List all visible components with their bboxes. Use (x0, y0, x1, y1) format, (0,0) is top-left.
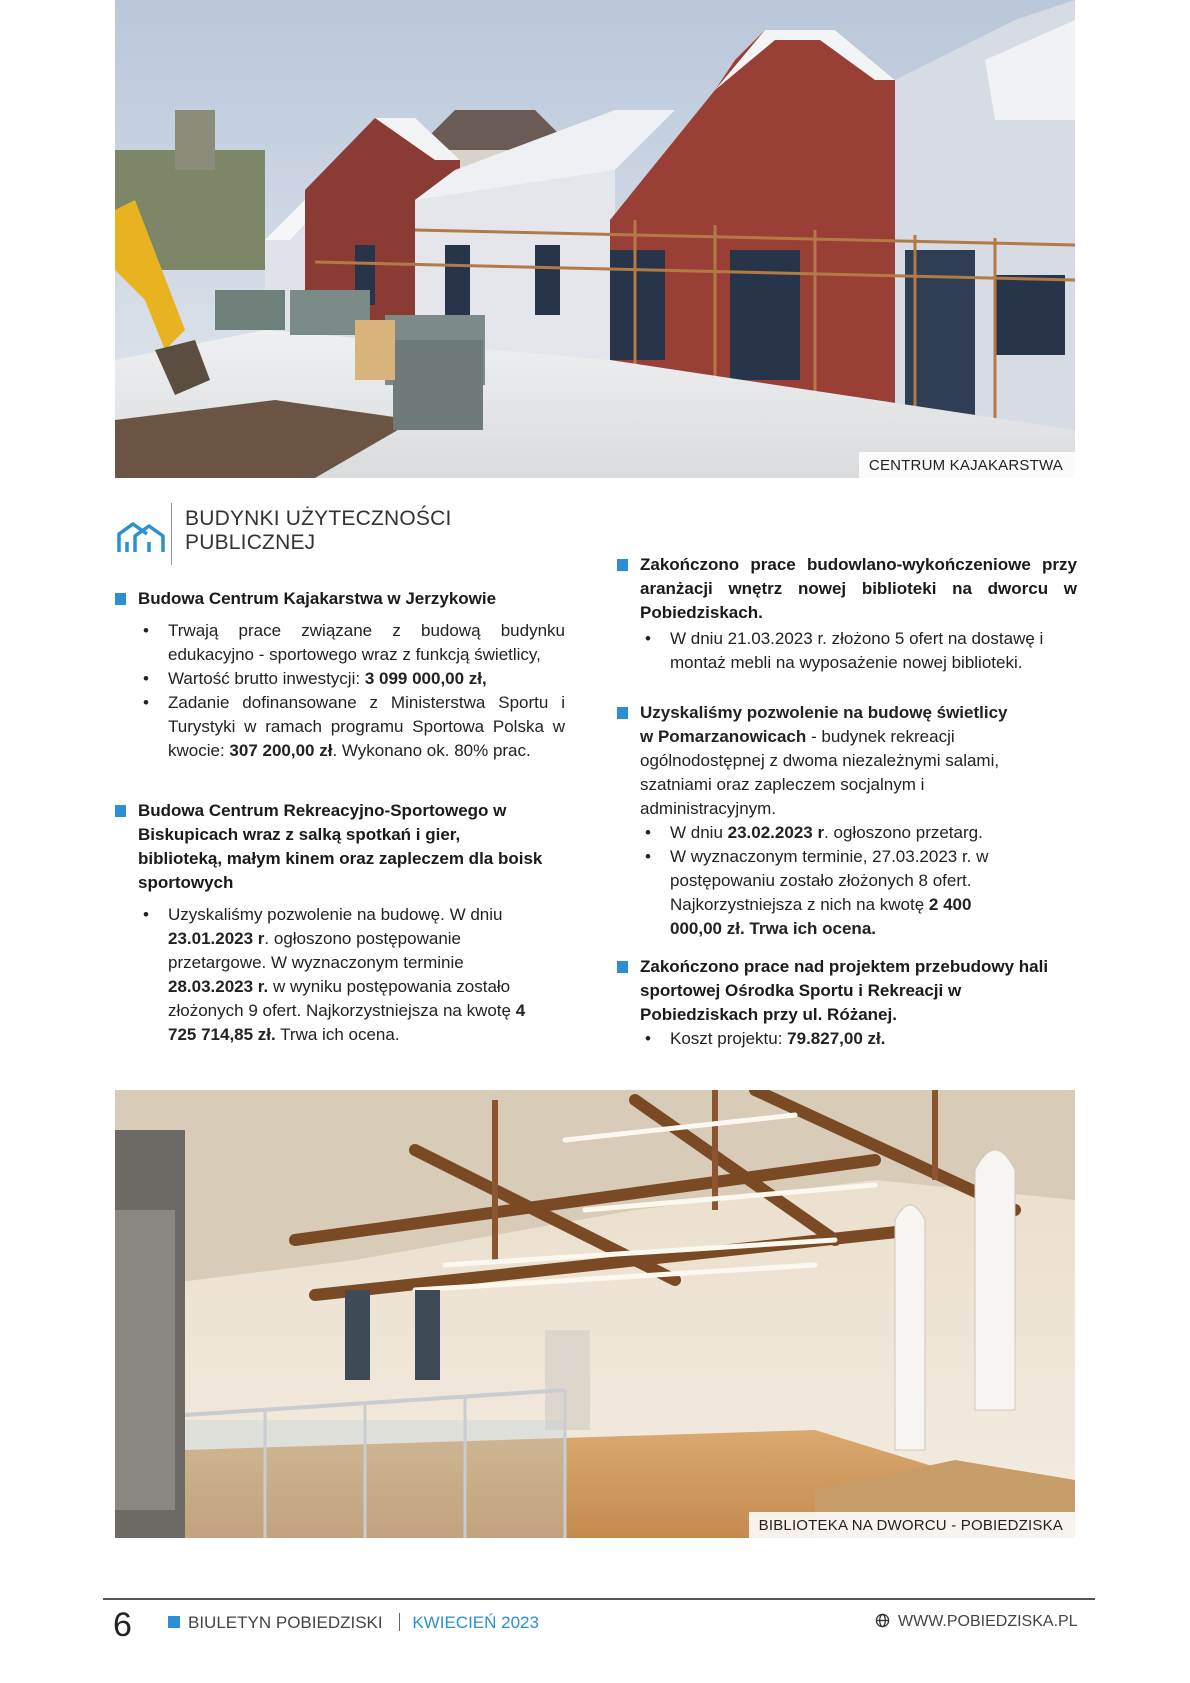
bullet-text: Trwa ich ocena. (275, 1025, 400, 1044)
item-heading: Budowa Centrum Kajakarstwa w Jerzykowie (138, 589, 497, 608)
date-value: 23.02.2023 r (727, 823, 825, 842)
bullet-item (138, 667, 565, 691)
publication-name: BIULETYN POBIEDZISKI (188, 1613, 383, 1632)
bullet-list (138, 619, 565, 763)
item-heading: Zakończono prace nad projektem przebudowy hali sportowej Ośrodka Sportu i Rekreacji w Pobiedziskach przy ul. Różanej. (640, 957, 1049, 1024)
blue-square-marker (617, 707, 628, 719)
section-title-line1: BUDYNKI UŻYTECZNOŚCI (185, 507, 452, 530)
bullet-item (138, 691, 565, 763)
library-interior-illustration (115, 1090, 1075, 1538)
bullet-text: W dniu 21.03.2023 r. złożono 5 ofert na dostawę i montaż mebli na wyposażenie nowej biblioteki. (670, 629, 1044, 672)
left-column (115, 587, 565, 1047)
footer-rule (103, 1598, 1095, 1600)
section-title-line2: PUBLICZNEJ (185, 531, 316, 554)
item-heading: Budowa Centrum Rekreacyjno-Sportowego w Biskupicach wraz z salką spotkań i gier, biblioteką, małym kinem oraz zapleczem dla boisk sportowych (138, 801, 543, 892)
section-header-divider (171, 503, 172, 565)
grant-value: 307 200,00 zł (229, 741, 333, 760)
bullet-list (640, 821, 1077, 941)
bullet-item (640, 1027, 1077, 1051)
blue-square-marker (115, 593, 126, 605)
bullet-item (138, 903, 565, 1047)
right-column (617, 553, 1077, 1051)
bullet-text: . ogłoszono przetarg. (824, 823, 983, 842)
section-title (185, 507, 452, 555)
bullet-item (640, 821, 1077, 845)
investment-value: 3 099 000,00 zł, (364, 669, 487, 688)
item-centrum-rekreacyjno-sportowe (115, 799, 565, 1047)
blue-square-marker (115, 805, 126, 817)
bullet-item (640, 845, 1077, 941)
item-biblioteka (617, 553, 1077, 675)
item-heading (640, 701, 1077, 821)
bullet-item (138, 619, 565, 667)
date-value: 28.03.2023 r. (168, 977, 269, 996)
item-swietlica-pomarzanowice (617, 701, 1077, 941)
bullet-list (640, 1027, 1077, 1051)
bullet-text: W wyznaczonym terminie, 27.03.2023 r. w postępowaniu zostało złożonych 8 ofert. Najkorzystniejsza z nich na kwotę (670, 847, 989, 914)
photo-biblioteka (115, 1090, 1075, 1538)
photo-caption-top: CENTRUM KAJAKARSTWA (859, 452, 1075, 478)
page-number: 6 (113, 1606, 132, 1644)
bullet-text: Wartość brutto inwestycji: (168, 669, 365, 688)
bullet-text: . Wykonano ok. 80% prac. (332, 741, 531, 760)
blue-square-marker (617, 559, 628, 571)
item-hala-sportowa (617, 955, 1077, 1051)
bullet-list (640, 627, 1077, 675)
footer-website[interactable] (875, 1613, 1078, 1633)
bullet-text: Trwają prace związane z budową budynku edukacyjno - sportowego wraz z funkcją świetlicy, (168, 621, 565, 664)
item-centrum-kajakarstwa (115, 587, 565, 763)
bullet-text: Uzyskaliśmy pozwolenie na budowę. W dniu (168, 905, 503, 924)
bullet-list (138, 903, 565, 1047)
bullet-text: w wyniku postępowania zostało złożonych 9 ofert. Najkorzystniejsza na kwotę (168, 977, 516, 1020)
photo-caption-bottom: BIBLIOTEKA NA DWORCU - POBIEDZISKA (749, 1512, 1075, 1538)
buildings-icon (115, 518, 167, 559)
cost-value: 79.827,00 zł. (787, 1029, 886, 1048)
footer-separator (399, 1613, 400, 1631)
bullet-text: Koszt projektu: (670, 1029, 788, 1048)
amount-value: 2 400 000,00 zł. Trwa ich ocena. (670, 895, 972, 938)
bullet-text: . ogłoszono postępowanie przetargowe. W wyznaczonym terminie (168, 929, 464, 972)
bullet-item (640, 627, 1077, 675)
construction-illustration (115, 0, 1075, 478)
photo-centrum-kajakarstwa (115, 0, 1075, 478)
blue-square-marker (617, 961, 628, 973)
globe-icon (875, 1613, 890, 1633)
item-heading: Zakończono prace budowlano-wykończeniowe przy aranżacji wnętrz nowej biblioteki na dworcu w Pobiedziskach. (640, 555, 1077, 622)
bullet-text: W dniu (670, 823, 728, 842)
item-heading-rest: - budynek rekreacji ogólnodostępnej z dwoma niezależnymi salami, szatniami oraz zapleczem socjalnym i administracyjnym. (640, 727, 1000, 818)
amount-value: 4 725 714,85 zł. (168, 1001, 526, 1044)
date-value: 23.01.2023 r (168, 929, 265, 948)
blue-square-marker (168, 1616, 180, 1628)
issue-date: KWIECIEŃ 2023 (412, 1613, 539, 1632)
footer-publication (168, 1613, 539, 1633)
bullet-text: Zadanie dofinansowane z Ministerstwa Sportu i Turystyki w ramach programu Sportowa Polska w kwocie: (168, 693, 565, 760)
website-link[interactable]: WWW.POBIEDZISKA.PL (898, 1613, 1078, 1630)
item-heading-bold: Uzyskaliśmy pozwolenie na budowę świetlicy w Pomarzanowicach (640, 703, 1008, 746)
section-header (115, 503, 495, 563)
